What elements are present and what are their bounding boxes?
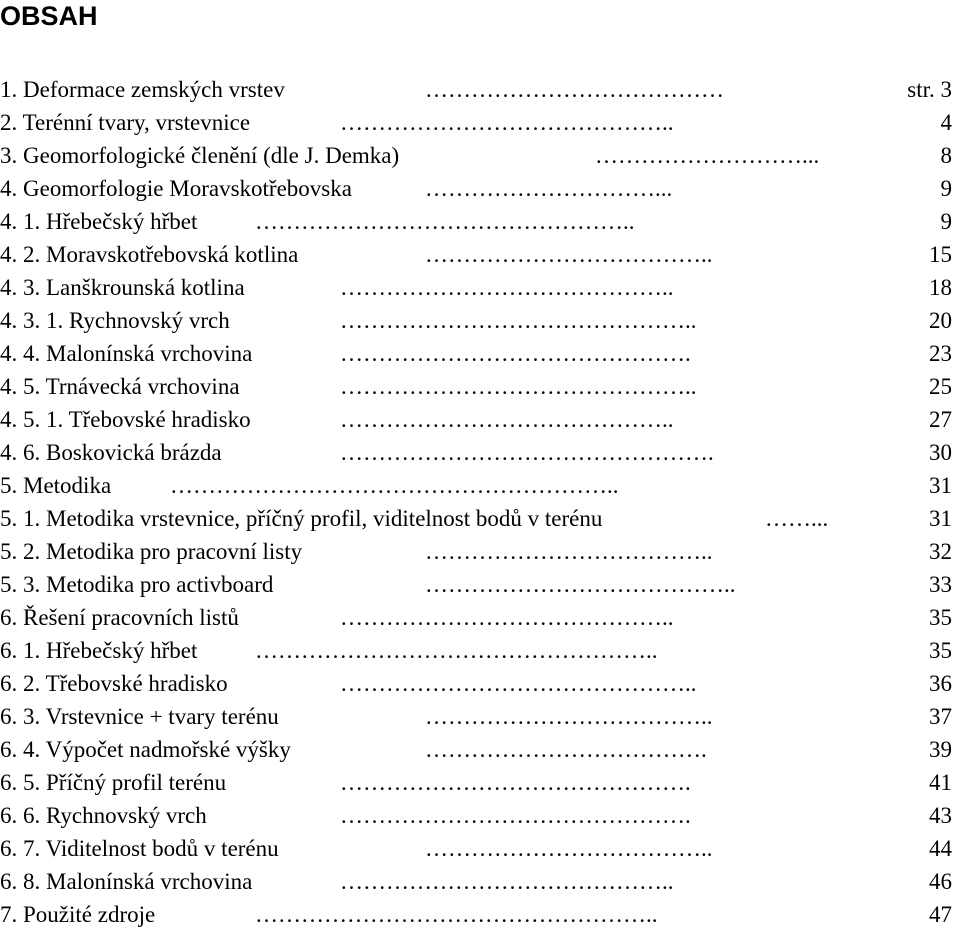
toc-page-number: 9 (940, 176, 952, 201)
toc-page-number: 15 (929, 242, 952, 267)
toc-entry-label: 4. 5. Trnávecká vrchovina (0, 374, 240, 399)
toc-page-number: 43 (929, 803, 952, 828)
toc-entry-label: 4. 4. Malonínská vrchovina (0, 341, 253, 366)
toc-entry-label: 4. 5. 1. Třebovské hradisko (0, 407, 251, 432)
toc-entry-label: 3. Geomorfologické členění (dle J. Demka) (0, 143, 400, 168)
toc-entry (0, 865, 960, 898)
toc-entry-label: 6. 8. Malonínská vrchovina (0, 869, 253, 894)
toc-page-number: 31 (929, 506, 952, 531)
toc-entry-label: 4. 2. Moravskotřebovská kotlina (0, 242, 299, 267)
toc-page-number: 39 (929, 737, 952, 762)
toc-page-number: str. 3 (907, 77, 952, 102)
table-of-contents (0, 73, 960, 931)
toc-entry (0, 205, 960, 238)
toc-page-number: 36 (929, 671, 952, 696)
toc-page-number: 20 (929, 308, 952, 333)
toc-entry-label: 7. Použité zdroje (0, 902, 156, 927)
toc-entry (0, 172, 960, 205)
toc-entry-label: 4. Geomorfologie Moravskotřebovska (0, 176, 352, 201)
toc-entry-label: 4. 3. 1. Rychnovský vrch (0, 308, 230, 333)
toc-page-number: 31 (929, 473, 952, 498)
toc-dot-leader: …………………………………………. (340, 440, 714, 465)
toc-dot-leader: ………………………………. (425, 737, 707, 762)
toc-page-number: 18 (929, 275, 952, 300)
toc-entry (0, 370, 960, 403)
toc-dot-leader: …………………………………….. (340, 869, 674, 894)
toc-entry (0, 73, 960, 106)
toc-entry (0, 337, 960, 370)
toc-entry (0, 106, 960, 139)
toc-entry (0, 700, 960, 733)
toc-entry-label: 4. 1. Hřebečský hřbet (0, 209, 198, 234)
toc-entry (0, 535, 960, 568)
toc-dot-leader: ………………………... (595, 143, 820, 168)
toc-entry-label: 6. 7. Viditelnost bodů v terénu (0, 836, 279, 861)
toc-entry-label: 4. 6. Boskovická brázda (0, 440, 222, 465)
toc-entry-label: 6. 6. Rychnovský vrch (0, 803, 207, 828)
toc-dot-leader: …………………………………….. (340, 110, 674, 135)
toc-dot-leader: …………………………………….. (340, 275, 674, 300)
toc-entry-label: 6. 4. Výpočet nadmořské výšky (0, 737, 291, 762)
toc-entry (0, 634, 960, 667)
toc-page-number: 44 (929, 836, 952, 861)
toc-dot-leader: ………………………………………….. (255, 209, 635, 234)
toc-dot-leader: ………………………………………. (340, 341, 691, 366)
toc-page-number: 27 (929, 407, 952, 432)
toc-entry (0, 271, 960, 304)
toc-entry (0, 403, 960, 436)
toc-page-number: 33 (929, 572, 952, 597)
toc-entry (0, 601, 960, 634)
toc-entry-label: 6. 2. Třebovské hradisko (0, 671, 228, 696)
toc-entry (0, 766, 960, 799)
toc-entry-label: 1. Deformace zemských vrstev (0, 77, 285, 102)
toc-entry-label: 5. 1. Metodika vrstevnice, příčný profil, viditelnost bodů v terénu (0, 506, 603, 531)
toc-dot-leader: ……... (765, 506, 829, 531)
toc-dot-leader: ………………………………………. (340, 770, 691, 795)
toc-page-number: 9 (940, 209, 952, 234)
toc-dot-leader: …………………………………….. (340, 407, 674, 432)
toc-entry (0, 733, 960, 766)
toc-entry-label: 4. 3. Lanškrounská kotlina (0, 275, 245, 300)
toc-entry (0, 799, 960, 832)
toc-entry-label: 6. 5. Příčný profil terénu (0, 770, 227, 795)
toc-page-number: 35 (929, 605, 952, 630)
toc-entry-label: 2. Terénní tvary, vrstevnice (0, 110, 251, 135)
toc-dot-leader: ……………………………….. (425, 836, 713, 861)
toc-entry (0, 898, 960, 931)
toc-page-number: 47 (929, 902, 952, 927)
toc-entry-label: 5. 2. Metodika pro pracovní listy (0, 539, 303, 564)
toc-dot-leader: ……………………………………….. (340, 308, 697, 333)
toc-entry-label: 5. 3. Metodika pro activboard (0, 572, 274, 597)
toc-dot-leader: ……………………………….. (425, 704, 713, 729)
toc-entry (0, 469, 960, 502)
toc-page-number: 4 (940, 110, 952, 135)
toc-entry-label: 6. Řešení pracovních listů (0, 605, 239, 630)
toc-page-number: 41 (929, 770, 952, 795)
toc-entry-label: 5. Metodika (0, 473, 112, 498)
toc-dot-leader: ……………………………….. (425, 242, 713, 267)
toc-dot-leader: …………………………... (425, 176, 673, 201)
toc-page-number: 8 (940, 143, 952, 168)
toc-entry (0, 667, 960, 700)
toc-dot-leader: ………………………………………. (340, 803, 691, 828)
toc-page-number: 37 (929, 704, 952, 729)
toc-page-number: 23 (929, 341, 952, 366)
toc-entry (0, 436, 960, 469)
toc-entry (0, 139, 960, 172)
toc-entry-label: 6. 3. Vrstevnice + tvary terénu (0, 704, 279, 729)
toc-dot-leader: ………………………………….. (425, 572, 736, 597)
toc-page-number: 46 (929, 869, 952, 894)
toc-entry (0, 568, 960, 601)
toc-dot-leader: ……………………………………….. (340, 671, 697, 696)
toc-entry (0, 304, 960, 337)
toc-entry (0, 502, 960, 535)
toc-dot-leader: …………………………………………….. (255, 638, 658, 663)
page-title: OBSAH (0, 1, 98, 31)
toc-page-number: 35 (929, 638, 952, 663)
toc-page-number: 32 (929, 539, 952, 564)
toc-dot-leader: ………………………………… (425, 77, 724, 102)
toc-page-number: 30 (929, 440, 952, 465)
toc-dot-leader: ……………………………….. (425, 539, 713, 564)
toc-dot-leader: …………………………………….. (340, 605, 674, 630)
toc-dot-leader: …………………………………………….. (255, 902, 658, 927)
toc-page-number: 25 (929, 374, 952, 399)
toc-entry (0, 238, 960, 271)
toc-dot-leader: ……………………………………….. (340, 374, 697, 399)
toc-dot-leader: ………………………………………………….. (170, 473, 619, 498)
toc-entry-label: 6. 1. Hřebečský hřbet (0, 638, 198, 663)
toc-entry (0, 832, 960, 865)
